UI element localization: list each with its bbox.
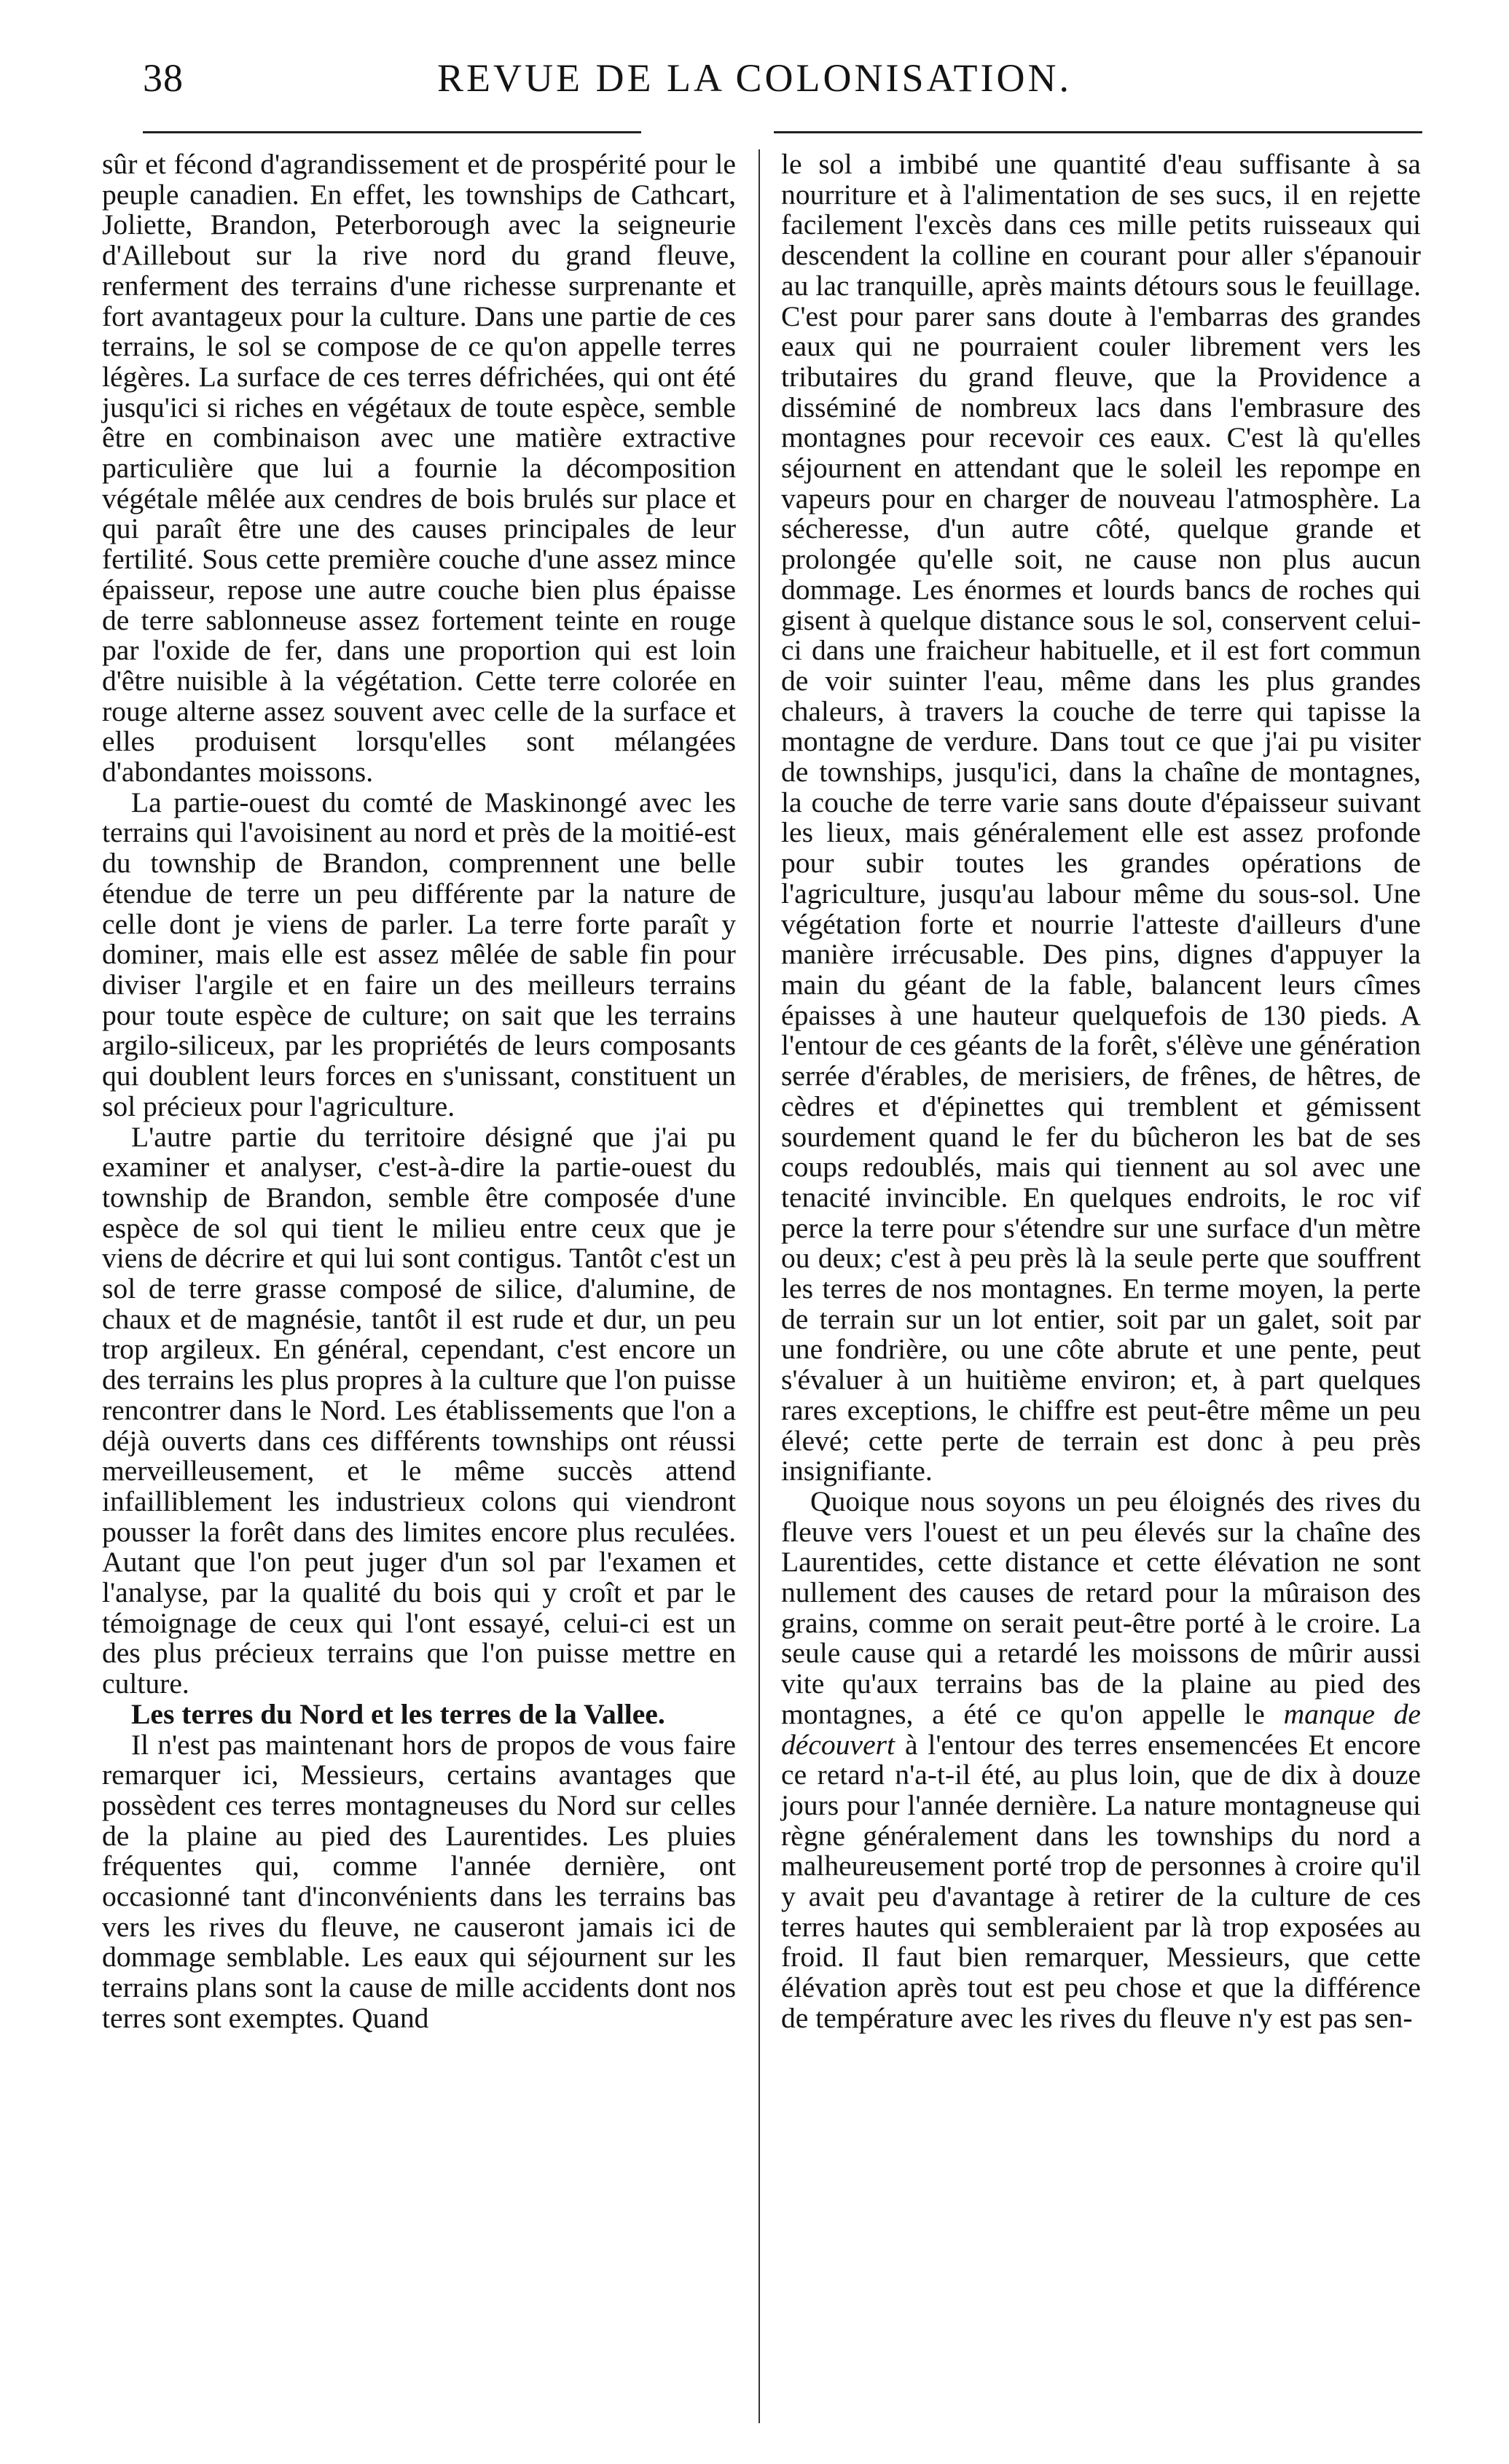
page-number: 38 — [143, 56, 184, 100]
running-title: REVUE DE LA COLONISATION. — [437, 56, 1072, 100]
paragraph-text: Quoique nous soyons un peu éloignés des rives du fleuve vers l'ouest et un peu élevés sur la chaîne des Laurentides, cette distance et cette élévation ne sont nullement des causes de retard pour la mûraison des grains, comme on serait peut-être porté à le croire. La seule cause qui a retardé les moissons de mûrir aussi vite qu'aux terrains bas de la plaine au pied des montagnes, a été ce qu'on appelle le — [781, 1485, 1421, 1730]
paragraph: sûr et fécond d'agrandissement et de prospérité pour le peuple canadien. En effet, les townships de Cathcart, Joliette, Brandon, Peterborough avec la seigneurie d'Aillebout sur la rive nord du grand fleuve, renferment des terrains d'une richesse surprenante et fort avantageux pour la culture. Dans une partie de ces terrains, le sol se compose de ce qu'on appelle terres légères. La surface de ces terres défrichées, qui ont été jusqu'ici si riches en végétaux de toute espèce, semble être en combinaison avec une matière extractive particulière que lui a fournie la décomposition végétale mêlée aux cendres de bois brulés sur place et qui paraît être une des causes principales de leur fertilité. Sous cette première couche d'une assez mince épaisseur, repose une autre couche bien plus épaisse de terre sablonneuse assez fortement teinte en rouge par l'oxide de fer, dans une proportion qui est loin d'être nuisible à la végétation. Cette terre colorée en rouge alterne assez souvent avec celle de la surface et elles produisent lorsqu'elles sont mélangées d'abondantes moissons. — [102, 148, 736, 789]
page-header — [0, 55, 1509, 128]
paragraph: La partie-ouest du comté de Maskinongé avec les terrains qui l'avoisinent au nord et près de la moitié-est du township de Brandon, comprennent une belle étendue de terre un peu différente par la nature de celle dont je viens de parler. La terre forte paraît y dominer, mais elle est assez mêlée de sable fin pour diviser l'argile et en faire un des meilleurs terrains pour toute espèce de culture; on sait que les terrains argilo-siliceux, par les propriétés de leurs composants qui doublent leurs forces en s'unissant, constituent un sol précieux pour l'agriculture. — [102, 786, 736, 1122]
paragraph: L'autre partie du territoire désigné que j'ai pu examiner et analyser, c'est-à-dire la partie-ouest du township de Brandon, semble être composée d'une espèce de sol qui tient le milieu entre ceux que je viens de décrire et qui lui sont contigus. Tantôt c'est un sol de terre grasse composé de silice, d'alumine, de chaux et de magnésie, tantôt il est rude et dur, un peu trop argileux. En général, cependant, c'est encore un des terrains les plus propres à la culture que l'on puisse rencontrer dans le Nord. Les établissements que l'on a déjà ouverts dans ces différents townships ont réussi merveilleusement, et le même succès attend infailliblement les industrieux colons qui viendront pousser la forêt dans des limites encore plus reculées. Autant que l'on peut juger d'un sol par l'examen et l'analyse, par la qualité du bois qui y croît et par le témoignage de ceux qui l'ont essayé, celui-ci est un des plus précieux terrains que l'on puisse mettre en culture. — [102, 1120, 736, 1700]
italic-term: manque de découvert — [781, 1697, 1421, 1761]
header-rule-right — [774, 131, 1422, 133]
paragraph-text: à l'entour des terres ensemencées Et encore ce retard n'a-t-il été, au plus loin, que de dix à douze jours pour l'année dernière. La nature montagneuse qui règne généralement dans les townships du nord a malheureusement porté trop de personnes à croire qu'il y avait peu d'avantage à retirer de la culture de ces terres hautes qui sembleraient par là trop exposées au froid. Il faut bien remarquer, Messieurs, que cette élévation après tout est peu chose et que la différence de température avec les rives du fleuve n'y est pas sen- — [781, 1728, 1421, 2034]
paragraph — [781, 1487, 1421, 2034]
column-divider — [759, 149, 760, 2423]
header-rule-left — [143, 131, 641, 133]
paragraph: Il n'est pas maintenant hors de propos de vous faire remarquer ici, Messieurs, certains avantages que possèdent ces terres montagneuses du Nord sur celles de la plaine au pied des Laurentides. Les pluies fréquentes qui, comme l'année dernière, ont occasionné tant d'inconvénients dans les terrains bas vers les rives du fleuve, ne causeront jamais ici de dommage semblable. Les eaux qui séjournent sur les terrains plans sont la cause de mille accidents dont nos terres sont exemptes. Quand — [102, 1728, 736, 2034]
section-subheading: Les terres du Nord et les terres de la Vallee. — [131, 1697, 665, 1730]
left-column — [102, 149, 736, 2034]
paragraph: le sol a imbibé une quantité d'eau suffisante à sa nourriture et à l'alimentation de ses sucs, il en rejette facilement l'excès dans ces mille petits ruisseaux qui descendent la colline en courant pour aller s'épanouir au lac tranquille, après maints détours sous le feuillage. C'est pour parer sans doute à l'embarras des grandes eaux qui ne pourraient couler librement vers les tributaires du grand fleuve, que la Providence a disséminé de nombreux lacs dans l'embrasure des montagnes pour recevoir ces eaux. C'est là qu'elles séjournent en attendant que le soleil les repompe en vapeurs pour en charger de nouveau l'atmosphère. La sécheresse, d'un autre côté, quelque grande et prolongée qu'elle soit, ne cause non plus aucun dommage. Les énormes et lourds bancs de roches qui gisent à quelque distance sous le sol, conservent celui-ci dans une fraicheur habituelle, et il est fort commun de voir suinter l'eau, même dans les plus grandes chaleurs, à travers la couche de terre qui tapisse la montagne de verdure. Dans tout ce que j'ai pu visiter de townships, jusqu'ici, dans la chaîne de montagnes, la couche de terre varie sans doute d'épaisseur suivant les lieux, mais généralement elle est assez profonde pour subir toutes les grandes opérations de l'agriculture, jusqu'au labour même du sous-sol. Une végétation forte et nourrie l'atteste d'ailleurs d'une manière irrécusable. Des pins, dignes d'appuyer la main du géant de la fable, balancent leurs cîmes épaisses à une hauteur quelquefois de 130 pieds. A l'entour de ces géants de la forêt, s'élève une génération serrée d'érables, de merisiers, de frênes, de hêtres, de cèdres et d'épinettes qui tremblent et gémissent sourdement quand le fer du bûcheron les bat de ses coups redoublés, mais qui tiennent au sol avec une tenacité invincible. En quelques endroits, le roc vif perce la terre pour s'étendre sur une surface d'un mètre ou deux; c'est à peu près là la seule perte que souffrent les terres de nos montagnes. En terme moyen, la perte de terrain sur un lot entier, soit par un galet, soit par une fondrière, ou une côte abrute et une pente, peut s'évaluer à un huitième environ; et, à part quelques rares exceptions, le chiffre est peut-être même un peu élevé; cette perte de terrain est donc à peu près insignifiante. — [781, 148, 1422, 1487]
right-column — [781, 149, 1421, 2034]
